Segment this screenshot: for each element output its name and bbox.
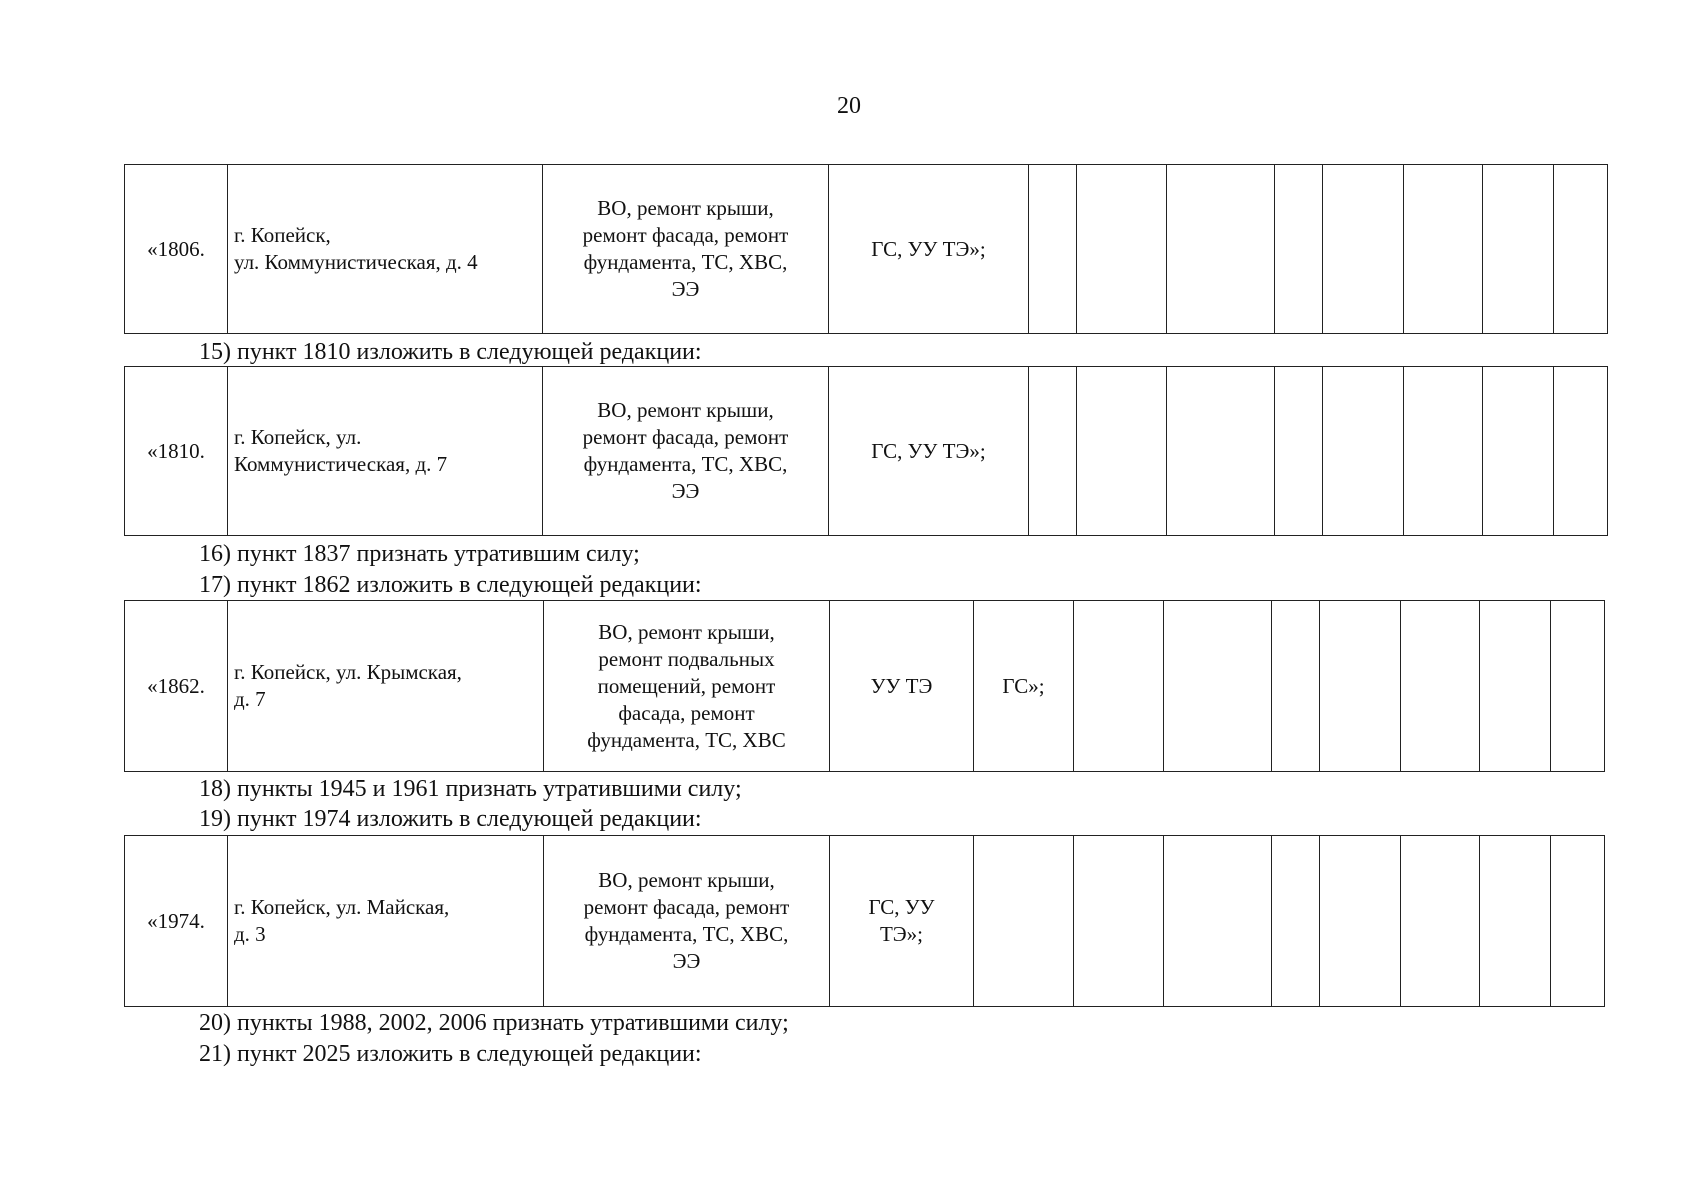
page-number: 20 <box>837 93 861 119</box>
paragraph-18: 18) пункты 1945 и 1961 признать утратившими силу; <box>199 776 742 802</box>
empty-cell <box>1554 367 1608 536</box>
empty-cell <box>1275 367 1323 536</box>
empty-cell <box>1029 165 1077 334</box>
empty-cell <box>1483 165 1554 334</box>
empty-cell <box>1320 601 1401 772</box>
empty-cell <box>1551 601 1605 772</box>
empty-cell <box>1323 165 1404 334</box>
empty-cell <box>1074 601 1164 772</box>
item-number: «1810. <box>125 367 228 536</box>
services-cell-2: ГС»; <box>974 601 1074 772</box>
paragraph-15: 15) пункт 1810 изложить в следующей редакции: <box>199 339 702 365</box>
record-table-1810 <box>124 366 1608 536</box>
item-number: «1806. <box>125 165 228 334</box>
paragraph-16: 16) пункт 1837 признать утратившим силу; <box>199 541 640 567</box>
services-cell: ГС, УУ ТЭ»; <box>829 367 1029 536</box>
services-cell: ГС, УУ ТЭ»; <box>829 165 1029 334</box>
item-number: «1862. <box>125 601 228 772</box>
table-row <box>125 836 1605 1007</box>
empty-cell <box>1167 165 1275 334</box>
empty-cell <box>1164 601 1272 772</box>
empty-cell <box>1029 367 1077 536</box>
paragraph-20: 20) пункты 1988, 2002, 2006 признать утратившими силу; <box>199 1010 789 1036</box>
record-table-1862 <box>124 600 1605 772</box>
item-number: «1974. <box>125 836 228 1007</box>
empty-cell <box>1077 367 1167 536</box>
address-cell: г. Копейск, ул. Коммунистическая, д. 4 <box>228 165 543 334</box>
table-row <box>125 367 1608 536</box>
record-table-1974 <box>124 835 1605 1007</box>
empty-cell <box>1480 836 1551 1007</box>
address-cell: г. Копейск, ул. Коммунистическая, д. 7 <box>228 367 543 536</box>
empty-cell <box>1164 836 1272 1007</box>
empty-cell <box>1401 836 1480 1007</box>
empty-cell <box>1272 836 1320 1007</box>
works-cell: ВО, ремонт крыши, ремонт фасада, ремонт фундамента, ТС, ХВС, ЭЭ <box>543 165 829 334</box>
paragraph-19: 19) пункт 1974 изложить в следующей редакции: <box>199 806 702 832</box>
empty-cell <box>974 836 1074 1007</box>
empty-cell <box>1323 367 1404 536</box>
address-cell: г. Копейск, ул. Майская, д. 3 <box>228 836 544 1007</box>
empty-cell <box>1404 367 1483 536</box>
empty-cell <box>1480 601 1551 772</box>
empty-cell <box>1404 165 1483 334</box>
empty-cell <box>1551 836 1605 1007</box>
works-cell: ВО, ремонт крыши, ремонт фасада, ремонт фундамента, ТС, ХВС, ЭЭ <box>544 836 830 1007</box>
services-cell: УУ ТЭ <box>830 601 974 772</box>
table-row <box>125 165 1608 334</box>
empty-cell <box>1275 165 1323 334</box>
empty-cell <box>1074 836 1164 1007</box>
empty-cell <box>1401 601 1480 772</box>
services-cell: ГС, УУ ТЭ»; <box>830 836 974 1007</box>
address-cell: г. Копейск, ул. Крымская, д. 7 <box>228 601 544 772</box>
paragraph-17: 17) пункт 1862 изложить в следующей редакции: <box>199 572 702 598</box>
works-cell: ВО, ремонт крыши, ремонт подвальных помещений, ремонт фасада, ремонт фундамента, ТС, ХВС <box>544 601 830 772</box>
empty-cell <box>1272 601 1320 772</box>
table-row <box>125 601 1605 772</box>
empty-cell <box>1483 367 1554 536</box>
empty-cell <box>1167 367 1275 536</box>
empty-cell <box>1077 165 1167 334</box>
empty-cell <box>1320 836 1401 1007</box>
paragraph-21: 21) пункт 2025 изложить в следующей редакции: <box>199 1041 702 1067</box>
record-table-1806 <box>124 164 1608 334</box>
empty-cell <box>1554 165 1608 334</box>
works-cell: ВО, ремонт крыши, ремонт фасада, ремонт фундамента, ТС, ХВС, ЭЭ <box>543 367 829 536</box>
